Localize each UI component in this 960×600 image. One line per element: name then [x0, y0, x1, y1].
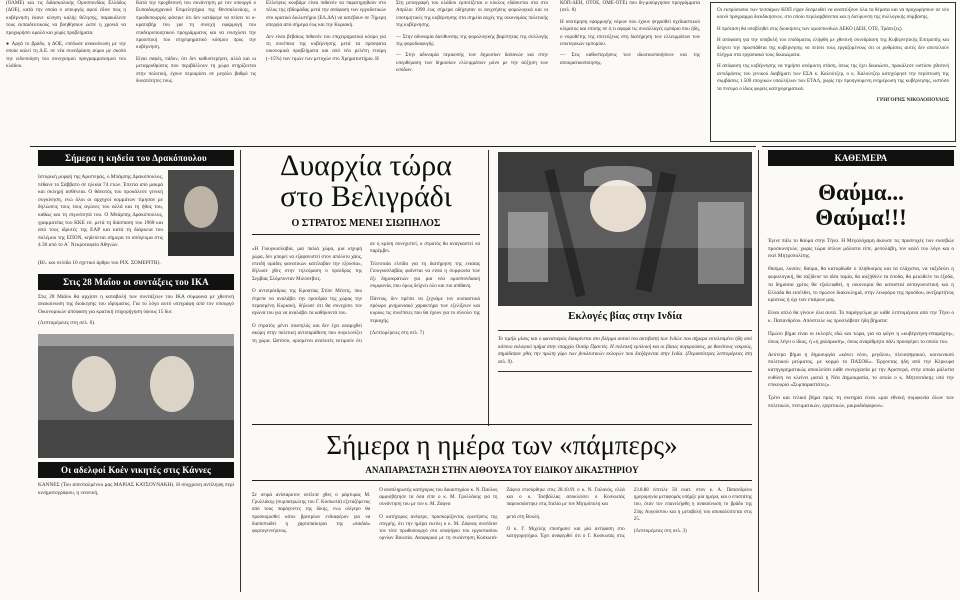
- left-headline-band-3: Οι αδελφοί Κοέν νικητές στις Κάννες: [38, 462, 234, 478]
- right-p6: Τρίτο και τελικό βήμα προς τη σωτηρία είναι «μια εθνική συμφωνία όλων των πολιτικών, πνευματικών, εργατικών, μικροδιάφορων».: [768, 395, 954, 410]
- boxed-p4: Η απόφαση της κυβέρνησης να τηρήσει ανάμικτη στάση, όπως της έχει δικαιώσει, προκάλεσε ωστόσο χθεσινή αντιδράσεις του γενικού διαβήματι των ΕΣΑ κ. Καλούτζερ, ο κ. Καλούτζερ κατηγόρησε την περίπτωση της συμβάσεις 1.500 εποχικών υπαλλήλων των ΕΤΑΛ, χωρίς την προηγούμενη ενημέρωση της κυβέρνησης, ωστόσο τα πνεύμα ο ίδιος φορείς κατηγορηματικά.: [717, 63, 949, 92]
- bottom-headline: Σήμερα η ημέρα των «πάμπερς»: [326, 430, 678, 460]
- left-article-1-ref: (Βλ. και σελίδα 10 σχετικό άρθρο του ΡΙΧ. ΣΟΜΕΡΙΤΗ).: [38, 260, 161, 266]
- india-lead-ref: (Περισσότερες λεπτομέρειες στη σελ. 9).: [498, 351, 752, 365]
- right-title-line-2: Θαύμα!!!: [815, 205, 907, 230]
- right-p4: Πρώτο βήμα είναι οι εκλογές εδώ και τώρα, για να φύγει η «κυβέρνηση-σπαράχτη», όπως λέγει ο ίδιος, ή «η χαλάρωση», όπως αναρίθμητο πάλι προσφέρει το οποίο του.: [768, 330, 954, 345]
- bottom-p3: Ο κατήγορος ανέφερε, προσκομίζοντας ερωτήσεις της στιγμής, ότι την ημέρα εκείνη ο κ. Μ. Ζάφνας συνέδεσε τον τότε πρωθυπουργό στο υποψήφιο του εργοστασίου ορνίων Βοιωτία. Αναφορικά με τη συνάντηση Κοσκωτά-Ζάφνα επισύρθηκε στις 28.10.91 ο κ. Ν. Γαλανός, ελλά και ο κ. Τασβάλλας αποκλείσει ο Κοσκωτάς παρουσιάστηκε στις Ιταλία με τον Μητρόπολη και: [379, 488, 625, 542]
- main-article-body: [252, 241, 480, 345]
- top-col5-p1: ΚΟΠ-ΔΕΗ, ΟΤΟΕ, ΟΜΕ-ΟΤΕ) που δη-μιούργησαν προγράμματα (σελ. 8): [560, 0, 700, 14]
- boxed-signature: ΓΡΗΓΟΡΗΣ ΝΙΚΟΛΟΠΟΥΛΟΣ: [876, 97, 949, 104]
- top-col2-p1: Κατά την προχθεσινή του συνάντηση με τον υπουργό ο Ευπαιδομηχανικό Επιμελητήρια της Θεσσαλονίκης, ο πρωθυπουργός φάνηκε ότι δεν κατάφερε να πείσει το ο-κρατοβήρ του για τη συνεχή εφαρμογή του επαδειροποιητικού προγράμματος και να ενισχύσει την προοπτική του επιχειρηματικό κόσμου προς την κυβέρνηση.: [136, 0, 256, 51]
- india-lead-text: Το τιμήλι μίσος και ο φανατισμός διακρίνεται στο βλέμμα αυτού του ακτιβιστή των Ινδών που σήμερα εκτελεσμένο ήδη από κάποιο εκλογικό τμήμα στην επαρχία Ουτάρ Πραντές. Η πολιτική εμπλοκή και οι βίαιες συγκρούσεις, με θανάτους νεκρούς, σημάδεψαν χθες την πρώτη γύρο των βουλευτικών εκλογών που διεξάγονται στην Ινδία.: [498, 336, 752, 358]
- top-col3-p1: Ελλείψεις κουβάμε είναι πιθανόν να παρατηρηθούν στο τέλος της εβδομάδας μετά την απόφαση των εργοδοτικών στο κρατικό διυλιστήριο (ΕΛ.ΔΑ) να κατέβουν σε 7ήμερη απεργία από σήμερα έως και την Κυριακή.: [266, 0, 386, 29]
- divider-bottom-center: [252, 424, 752, 425]
- top-column-2: [132, 0, 260, 89]
- divider-vertical-right: [758, 150, 759, 592]
- india-photo-caption: Εκλογές βίας στην Ινδία: [568, 310, 682, 322]
- divider-top-right: [762, 146, 956, 147]
- main-headline-line-1: Δυαρχία τώρα: [280, 149, 452, 182]
- main-p2: Ο αντιπρόεδρος της Κροατίας Στίπε Μέσιτς, που έπρεπε να αναλάβει την προεδρία της χώρας την περασμένη Κυριακή, δήλωσε ότι θα συνεχίσει τον αγώνα του για να αναλάβει τα καθήκοντά του.: [252, 288, 362, 317]
- left-article-2-body: Στις 28 Μαΐου θα αρχίσει η καταβολή των συντάξεων του ΙΚΑ σύμφωνα με χθεσινή ανακοίνωση της διοίκησης του ιδρύματος. Για το λόγο αυτό υπεγράφη από τον υπουργό Οικονομικών απόφαση για κρατική επιχορήγηση ύψους 15 δισ.: [38, 293, 234, 315]
- right-article-body: [768, 238, 954, 411]
- bottom-p6: (Λεπτομέρειες στη σελ. 3): [633, 529, 687, 535]
- top-col2-p2: Είναι σαφές, πάδον, ότι δεν καθυστερήσει, αλλά και οι μεταρρυθμίσεις που περιβάλλουν τη χώρα στηρίζονται στην πολιτική, έχουν περιορίσει σε μεγάλο βαθμό τις δυνατότητες τους.: [136, 55, 256, 85]
- right-p2: Θαύμα, λοιπόν, θαύμα, θα κατορθώθε ο πληθυσμός και τα ελάχιστα, να ταξιδεύει η φορολογική, θα ταξίδευε τα ιδέα ταμία, δα αυξήθελν τα έσοδα, θα μειώθελν τα έξοδα, τα δημόσια χρέος θα εξαλειφθεί, η οικονομία θα κατασταί ανταγωνιστική και η Ελλάδα θα εισέλθει, το πρώτον διακεκλημά, στην λεωφόρο της προόδου, ανεξαρτήτως κρίσεως ή όχι των εταίρων μας.: [768, 266, 954, 304]
- top-section: [0, 0, 960, 146]
- right-p1: Έγινε πάλι το θαύμα στην Τήνο. Η Μεγαλόχαρη άκουσε τις προσευχές των ευσεβών προσκυνητών, χωρίς τώρα όπλων μάλιστα είπε, μεσολάβη, τον καλό του λόγο και ο εκεί Μητροπολίτης.: [768, 238, 954, 260]
- boxed-p2: Η πρόταση θα υποβληθεί στις διοικήσεις των ομοσπονδιών ΔΕΚΟ (ΔΕΗ, ΟΤΕ, Τράπεζες).: [717, 25, 903, 32]
- photo-coen-brothers: [38, 334, 234, 458]
- main-p5: Πάντως, δεν πρέπει να ξεχνάμε τον ουσιαστικά πρόωρο μνημονιακό χαρακτήρα των εξελίξεων και κυρίως τις συνέπειες που θα έχουν για το σύνολο της περιοχής.: [370, 295, 480, 324]
- left-headline-band-2: Στις 28 Μαΐου οι συντάξεις του ΙΚΑ: [38, 274, 234, 290]
- right-headline-band: ΚΑΘΕΜΕΡΑ: [768, 150, 954, 166]
- top-col1-p2: ● Αργά το βράδυ, η ΔΟΕ, επέδωσε ανακοίνωση με την οποία καλεί τη Δ.Ε. σε νέα συνεδρίαση αύριο με σκοπό την ειδοποίηση του συνεχισμού προγραμματισμού του κλάδου.: [6, 41, 126, 70]
- top-column-5: [556, 0, 704, 71]
- left-article-1-body: Ιστορική μορφή της Αριστεράς, ο Μπάμπης Δρακόπουλος, πέθανε το Σάββατο σε ηλικία 74 ετών. Έπειτα από μακρά και σκληρή ασθένεια. Ο θάνατός του προκάλεσε γενική συγκίνηση, ενώ όλοι οι αρχηγοί κομμάτων τίμησαν με δηλώσεις τους τους αγώνες του αλλά και τη ήθος του, καθώς και τη σεμνότητά του. Ο Μπάμπης Δρακόπουλος, γραμματέας του ΚΚΕ εσ. μετά τη διάσπαση του 1968 και από τους ιδρυτές της ΕΑΡ και κατά τη διάρκεια του πολέμου της ΕΠΟΝ, κηδεύεται σήμερα το απόγευμα στις 4.30 από το Α΄ Νεκροταφείο Αθηνών.: [38, 174, 163, 249]
- bottom-rule: [252, 480, 752, 481]
- top-col4-p3: — Στην αδυναμία περικοπής των δημοσίων δαπανών και στην υπερθέμαση των δημοσίων ελλειμμάτων μόνο με την αύξηση των εσόδων.: [396, 52, 548, 74]
- divider-vertical-left: [240, 150, 241, 592]
- top-col3-p2: Δεν είναι βεβαίως πιθανόν του επιχειρηματικό κόσμο για τη συνέπεια της κυβέρνησης μετά τα πρόσφατα οικονομικά προβλήματα και από νέα μελέτη ετοίμη (~15%) των τιμών των μετοχών στο Χρηματιστήριο. Η: [266, 33, 386, 62]
- main-rule: [252, 234, 480, 235]
- center-main-article: [252, 150, 480, 345]
- main-p4: Τελευταία ελπίδα για τη διατήρηση της ενιαίας Γιουγκοσλαβίας φαίνεται να είναι η συμφωνία των έξι δημοκρατιών για μια νέα ομοσπονδιακή συμφωνία, που όμως δείχνει όλο και πιο απίθανη.: [370, 260, 480, 290]
- right-p3: Είναι απλό θα γίνουν όλα αυτά. Το παράγγελμα με κάθε λεπτομέρεια από την Τήνο ο κ. Παπανδρέου. Απόστειλε ως προσλάβεσε ήδη βήματα:: [768, 310, 954, 324]
- top-boxed-article: [710, 2, 956, 142]
- right-title-line-1: Θαύμα...: [818, 180, 904, 205]
- boxed-p3: Η απόφαση για την υποβολή του επιδόματος ελήφθη με χθεσινή συνεδρίαση της Κυβερνητικής Επιτροπής και δείχνει την προσπάθεια της κυβέρνησης να πείσει τους εργαζομένους ότι οι ρυθμίσεις αυτές δεν αποτελούν πλήγμα στα εργασιακά τους δικαιώματα.: [717, 37, 949, 59]
- bottom-p1: Σε σειρά ανύπαρκτον υπέλιπε χθες ο μάρτυρας Μ. Γρυλλάκης (συμπατριώτης του Γ. Κοσκωτά) εξεταζόμενος από τους παράγοντες της δίκης, ενώ ολίγερο θα προσκομισθεί κάτω βρεσμίων ενδιαφέρον για να διαπιστωθεί η χαρτοπαίκτρια της «παιδιά» φορτογεννήσεως.: [252, 493, 371, 535]
- left-article-2-ref: (Λεπτομέρειες στη σελ. 6).: [38, 320, 96, 327]
- top-column-4: [392, 0, 552, 79]
- bottom-article-body: [252, 487, 752, 542]
- india-photo-lead: [498, 330, 752, 372]
- right-column: [768, 150, 954, 416]
- main-p6: (Λεπτομέρειες στη σελ. 7): [370, 330, 424, 337]
- main-subheadline: Ο ΣΤΡΑΤΟΣ ΜΕΝΕΙ ΣΙΩΠΗΛΟΣ: [291, 218, 441, 229]
- divider-top: [30, 146, 756, 147]
- main-p1: «Η Γιουγκοσλαβία, μια παλιά χώρα, μια ισχυρή χώρα, δεν μπορεί να εξαφανιστεί στον απόλυτο χάος, επειδή ομάδες φανατικών κατέλαβαν την εξουσία», δήλωσε χθες στην τηλεόραση ο πρόεδρος της Σερβίας Σλόμπονταν Μιλόσεβιτς.: [252, 246, 362, 282]
- left-column: [38, 150, 234, 497]
- top-col4-p1: Στη μεταγραφή του κλάδου εμποτίζεται ο κύκλος εδάσκεται στα στο Απρίλιο 1990 έως σήμερα οδήγησαν οι ανιχνήσεις φορολογικά και οι υποτιμητικές της κυβέρνησης στα σημεία αυχές της οικονομίας πολιτικής της κυβέρνησης.: [396, 0, 548, 29]
- left-article-3-body: ΚΑΝΝΕΣ (Του απεσταλμένου μας ΜΑΡΙΑΣ ΚΑΤΣΟΥΝΑΚΗ). Η σύγχρονη αντίληψη περί κινηματογράφου, η νεανική,: [38, 481, 234, 496]
- divider-vertical-center: [488, 150, 489, 426]
- left-headline-band-1: Σήμερα η κηδεία του Δρακόπουλου: [38, 150, 234, 166]
- right-p5: Δεύτερο βήμα η δημιουργία «κάνει νέου, μεγάλου, πλειοψηφικού, κοινωνικού πολιτικού ρεύματος, με κορμό το ΠΑΣΟΚ». Έργοντας ήδη από την Κέρκυρα κατηγορηματικώς αποκλείσει κάθε συνεργασία με την Αριστερά, στην οποία μάλιστα ευθύνη να κλείνει ματιά η Νέα Δημοκρατία, το οποίο ο κ. Μητσοτάκης υπό την επικουρία «Συμπαραστάτες».: [768, 351, 954, 389]
- top-column-3: [262, 0, 390, 67]
- bottom-center-article: [252, 430, 752, 542]
- top-col4-p2: — Στην αδυναμία διεύθυνσης της φορολογικής βαρύτητας της συλλογής της φοροδιαφυγής.: [396, 33, 548, 48]
- photo-india-elections: [498, 152, 752, 306]
- bottom-p5: Ο κ. Γ. Μιχελής επισήμανε και μία αντίφαση στο κατηγορητήριο. Έχει αναφερθεί ότι ο Γ. Κοσκωτάς στις 23.8.88 έστειλε 50 εκατ. στον κ. Α. Παπανδρέου ημερομηνία μεταφοράς υπήρξε μία ημέρα, και ο επιστάτης του, όταν τον επανελήφθη η ανακοίνωση το βράδυ της 23ης Αυγούστου και η μεταβολή του αποκαλύπτεται στις 25.: [506, 488, 752, 540]
- main-p3: Ο στρατός μένει σιωπηλός και δεν έχει αναμιχθεί ακόμη στην πολιτική αντιπαράθεση που συγκλονίζει τη χώρα. Ωστόσο, ορισμένοι αναλυτές εκτιμούν ότι αν η κρίση συνεχιστεί, ο στρατός θα αναγκαστεί να παρέμβει.: [252, 241, 480, 344]
- top-column-1: [2, 0, 130, 75]
- top-col5-p3: — Στις καθυστερήσεις των ιδιωτικοποιήσεων και της αποκρατικοποίησης.: [560, 52, 700, 66]
- bottom-p2: Ο αναπληρωτής κατήγορος του Δικαστηρίου κ. Ν. Παύλος αμφισβήτησε τα όσα είπε ο κ. Μ. Γρυλλάκης για τη συνάντηση του με τον κ. Μ. Ζάφνα: [379, 488, 498, 508]
- bottom-p4: μετά στη Βουλή.: [506, 514, 541, 520]
- photo-drakopoulos: [168, 170, 234, 256]
- top-col1-p1: (ΟΛΜΕ) και τις διδασκαλικής Ομοσπονδίας Ελλάδος (ΔΟΕ), κατά την οποία ο υπουργός αφού έδινε πως η κυβέρνηση έκανε κίνηση καλής θέλησης, παρακάλεσε τους εκπαιδευτικούς να βοηθήσουν ώστε η χρονιά να προχωρήσει ομαλά και χωρίς προβλήματα.: [6, 0, 126, 36]
- main-headline-line-2: στο Βελιγράδι: [280, 180, 452, 213]
- bottom-subheadline: ΑΝΑΠΑΡΑΣΤΑΣΗ ΣΤΗΝ ΑΙΘΟΥΣΑ ΤΟΥ ΕΙΔΙΚΟΥ ΔΙΚΑΣΤΗΡΙΟΥ: [365, 465, 639, 475]
- boxed-p1: Οι εκπρόσωποι των τεσσάρων ΚΟΠ είχαν δεσμευθεί να αναπτύξουν όλα τα θέματα και να προχωρήσουν σε νέο κοινό πρόγραμμα διεκδικήσεων, στο οποίο περιλαμβάνεται και η διεύρυνση της συλλογικής σύμβασης.: [717, 7, 949, 21]
- top-col5-p2: Η υποτίμηση εφαρμογής νόμων που έχουν ψηφισθεί σχεδιαστικού κλίματος και επίσης σε ό,τι αφορά τις συναλλαγές εμπόριο που ήδη, ο νομοθέτης της επιτεύξεως στη διατήρηση των ελλειμμάτων των εσωτερικών εμπορίου.: [560, 18, 700, 48]
